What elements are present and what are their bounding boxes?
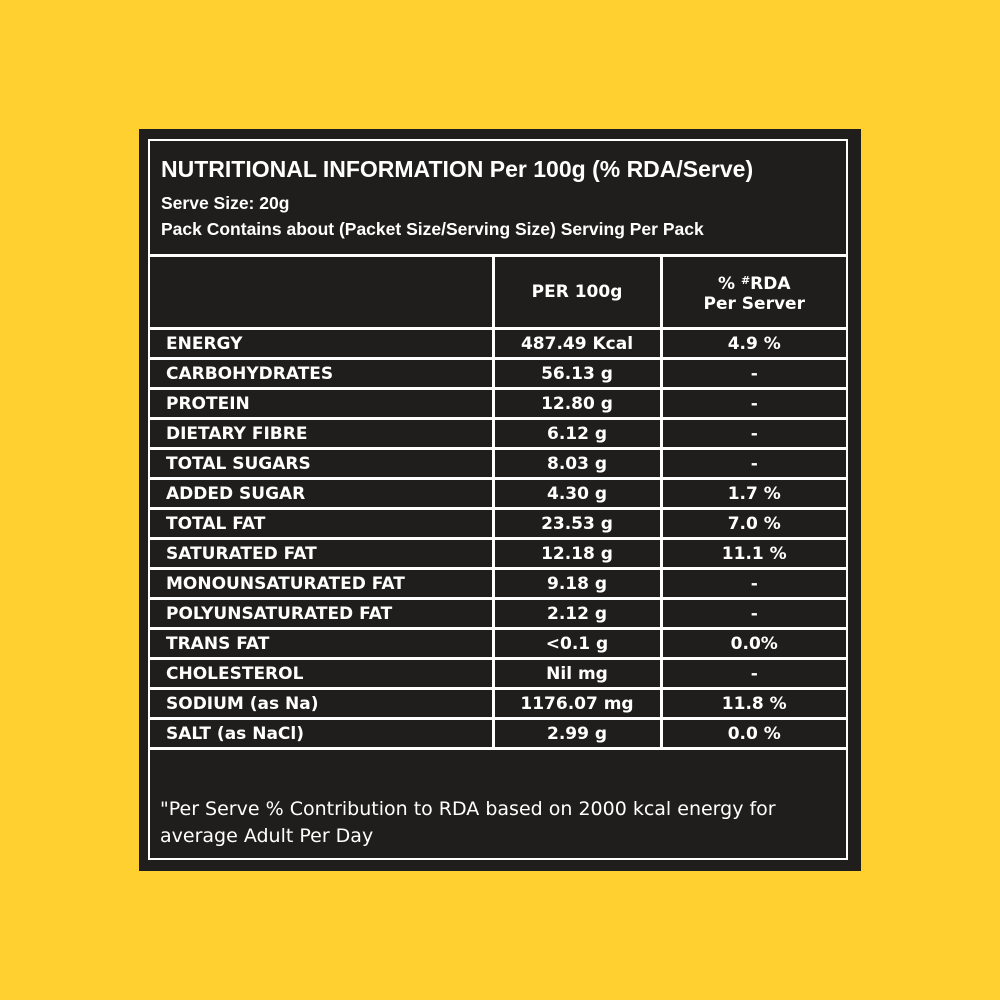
rda-header-line1: RDA: [750, 273, 791, 294]
table-row: [150, 689, 846, 719]
nutrient-name: TOTAL SUGARS: [150, 449, 493, 479]
nutrition-header: [150, 141, 846, 257]
per-100g-value: 2.99 g: [493, 719, 661, 749]
rda-value: -: [661, 389, 846, 419]
rda-header-line2: Per Server: [703, 293, 805, 314]
nutrient-name: SATURATED FAT: [150, 539, 493, 569]
table-row: [150, 659, 846, 689]
table-row: [150, 419, 846, 449]
table-row: [150, 329, 846, 359]
per-100g-value: 8.03 g: [493, 449, 661, 479]
table-row: [150, 449, 846, 479]
table-row: [150, 599, 846, 629]
table-row: [150, 569, 846, 599]
rda-value: -: [661, 419, 846, 449]
table-row: [150, 509, 846, 539]
per-100g-value: 12.18 g: [493, 539, 661, 569]
pack-contains: Pack Contains about (Packet Size/Serving Size) Serving Per Pack: [161, 219, 704, 239]
rda-value: -: [661, 449, 846, 479]
nutrition-frame: [148, 139, 848, 860]
column-header-rda: [661, 257, 846, 329]
per-100g-value: 56.13 g: [493, 359, 661, 389]
nutrient-name: PROTEIN: [150, 389, 493, 419]
column-header-nutrient: [150, 257, 493, 329]
nutrient-name: DIETARY FIBRE: [150, 419, 493, 449]
column-header-per-100g: PER 100g: [493, 257, 661, 329]
rda-value: -: [661, 659, 846, 689]
nutrient-name: ADDED SUGAR: [150, 479, 493, 509]
table-row: [150, 629, 846, 659]
table-header-row: [150, 257, 846, 329]
rda-value: 4.9 %: [661, 329, 846, 359]
rda-value: -: [661, 599, 846, 629]
table-row: [150, 539, 846, 569]
rda-header-prefix: %: [717, 273, 736, 294]
rda-header-mark: #: [740, 273, 751, 287]
rda-value: -: [661, 569, 846, 599]
rda-value: -: [661, 359, 846, 389]
per-100g-value: 2.12 g: [493, 599, 661, 629]
nutrient-name: CHOLESTEROL: [150, 659, 493, 689]
rda-value: 0.0 %: [661, 719, 846, 749]
rda-value: 0.0%: [661, 629, 846, 659]
rda-value: 11.1 %: [661, 539, 846, 569]
table-row: [150, 479, 846, 509]
per-100g-value: <0.1 g: [493, 629, 661, 659]
table-row: [150, 719, 846, 749]
nutrient-name: SODIUM (as Na): [150, 689, 493, 719]
rda-value: 1.7 %: [661, 479, 846, 509]
nutrient-name: CARBOHYDRATES: [150, 359, 493, 389]
rda-value: 7.0 %: [661, 509, 846, 539]
nutrient-name: SALT (as NaCl): [150, 719, 493, 749]
table-row: [150, 389, 846, 419]
per-100g-value: Nil mg: [493, 659, 661, 689]
nutrition-table: [150, 257, 846, 750]
table-row: [150, 359, 846, 389]
per-100g-value: 6.12 g: [493, 419, 661, 449]
nutrient-name: MONOUNSATURATED FAT: [150, 569, 493, 599]
nutrient-name: ENERGY: [150, 329, 493, 359]
per-100g-value: 9.18 g: [493, 569, 661, 599]
per-100g-value: 12.80 g: [493, 389, 661, 419]
nutrition-panel: [139, 129, 861, 871]
per-100g-value: 23.53 g: [493, 509, 661, 539]
nutrient-name: POLYUNSATURATED FAT: [150, 599, 493, 629]
rda-value: 11.8 %: [661, 689, 846, 719]
serve-size: Serve Size: 20g: [161, 193, 290, 213]
per-100g-value: 4.30 g: [493, 479, 661, 509]
per-100g-value: 1176.07 mg: [493, 689, 661, 719]
footnote: "Per Serve % Contribution to RDA based on 2000 kcal energy for average Adult Per Day: [160, 798, 776, 847]
per-100g-value: 487.49 Kcal: [493, 329, 661, 359]
nutrition-title: NUTRITIONAL INFORMATION Per 100g (% RDA/Serve): [161, 156, 754, 182]
nutrition-table-body: [150, 329, 846, 749]
nutrient-name: TRANS FAT: [150, 629, 493, 659]
nutrient-name: TOTAL FAT: [150, 509, 493, 539]
